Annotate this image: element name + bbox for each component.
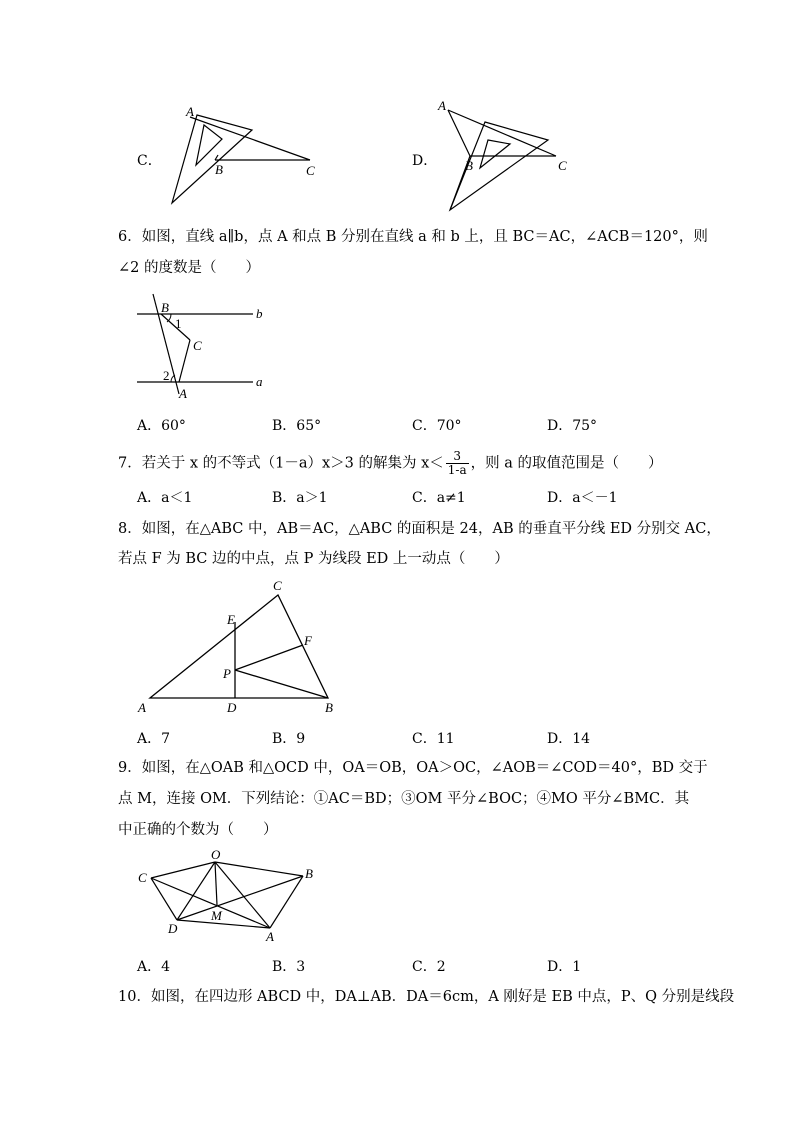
q7-fraction-numerator: 3 — [446, 450, 469, 464]
q5-figure-d — [430, 100, 580, 215]
q8-stem-line-2: 若点 F 为 BC 边的中点，点 P 为线段 ED 上一动点（ ） — [118, 551, 509, 567]
q7-option-b[interactable]: B．a＞1 — [272, 490, 328, 506]
q7-fraction-denominator: 1-a — [447, 463, 467, 477]
q9-label-a: A — [266, 929, 274, 944]
q8-option-a[interactable]: A．7 — [137, 731, 171, 747]
q6-stem-line-1: 6．如图，直线 a∥b，点 A 和点 B 分别在直线 a 和 b 上，且 BC＝AC，∠ACB＝120°，则 — [118, 229, 708, 245]
q5c-label-c: C — [306, 163, 315, 178]
q6-line-a: a — [256, 374, 263, 389]
q9-option-b[interactable]: B．3 — [272, 959, 306, 975]
q6-angle-1: 1 — [175, 316, 182, 331]
q8-option-d[interactable]: D．14 — [547, 731, 591, 747]
q6-option-a[interactable]: A．60° — [137, 418, 186, 434]
q7-option-c[interactable]: C．a≠1 — [412, 490, 466, 506]
q8-label-a: A — [138, 700, 146, 715]
q10-stem-line-1: 10．如图，在四边形 ABCD 中，DA⊥AB．DA＝6cm，A 刚好是 EB 中点，P、Q 分别是线段 — [118, 989, 735, 1005]
q6-stem-line-2: ∠2 的度数是（ ） — [118, 260, 260, 276]
q9-label-d: D — [168, 921, 178, 936]
q5c-label-b: B — [215, 162, 223, 177]
q9-option-c[interactable]: C．2 — [412, 959, 446, 975]
q9-option-d[interactable]: D．1 — [547, 959, 582, 975]
q9-label-c: C — [138, 870, 147, 885]
q7-stem — [118, 450, 663, 477]
q6-label-a: A — [179, 386, 187, 401]
q8-label-d: D — [227, 700, 237, 715]
q6-option-c[interactable]: C．70° — [412, 418, 462, 434]
q6-line-b: b — [256, 306, 263, 321]
q8-label-f: F — [304, 633, 312, 648]
q6-figure — [135, 292, 275, 402]
q8-option-c[interactable]: C．11 — [412, 731, 455, 747]
q9-figure — [135, 848, 325, 948]
q8-label-b: B — [325, 700, 333, 715]
q6-label-b: B — [161, 300, 169, 315]
q9-option-a[interactable]: A．4 — [137, 959, 171, 975]
q9-label-b: B — [305, 866, 313, 881]
q8-label-e: E — [227, 612, 235, 627]
q5-option-c-label[interactable]: C． — [137, 153, 162, 169]
q9-label-m: M — [211, 908, 222, 923]
q6-option-d[interactable]: D．75° — [547, 418, 598, 434]
q8-figure — [135, 578, 345, 718]
q8-label-p: P — [223, 666, 231, 681]
q8-stem-line-1: 8．如图，在△ABC 中，AB＝AC，△ABC 的面积是 24，AB 的垂直平分线 ED 分别交 AC， — [118, 521, 721, 537]
q8-option-b[interactable]: B．9 — [272, 731, 306, 747]
q5d-label-a: A — [438, 98, 446, 113]
q7-fraction — [446, 450, 469, 477]
q9-label-o: O — [211, 847, 221, 862]
q6-option-b[interactable]: B．65° — [272, 418, 322, 434]
q6-label-c: C — [193, 338, 202, 353]
q8-label-c: C — [273, 578, 282, 593]
q5d-label-b: B — [465, 158, 473, 173]
q9-stem-line-3: 中正确的个数为（ ） — [118, 822, 278, 838]
q6-angle-2: 2 — [163, 368, 170, 383]
q7-stem-prefix: 7．若关于 x 的不等式（1－a）x＞3 的解集为 x＜ — [118, 455, 444, 472]
q9-stem-line-1: 9．如图，在△OAB 和△OCD 中，OA＝OB，OA＞OC，∠AOB＝∠COD＝40°，BD 交于 — [118, 760, 708, 776]
q5-figure-c — [160, 105, 330, 185]
q5c-label-a: A — [186, 104, 194, 119]
q9-stem-line-2: 点 M，连接 OM．下列结论：①AC＝BD；③OM 平分∠BOC；④MO 平分∠BMC．其 — [118, 791, 690, 807]
q7-option-d[interactable]: D．a＜－1 — [547, 490, 618, 506]
q7-option-a[interactable]: A．a＜1 — [137, 490, 193, 506]
q7-stem-suffix: ，则 a 的取值范围是（ ） — [470, 455, 663, 472]
q5d-label-c: C — [558, 158, 567, 173]
q5-option-d-label[interactable]: D． — [412, 153, 438, 169]
